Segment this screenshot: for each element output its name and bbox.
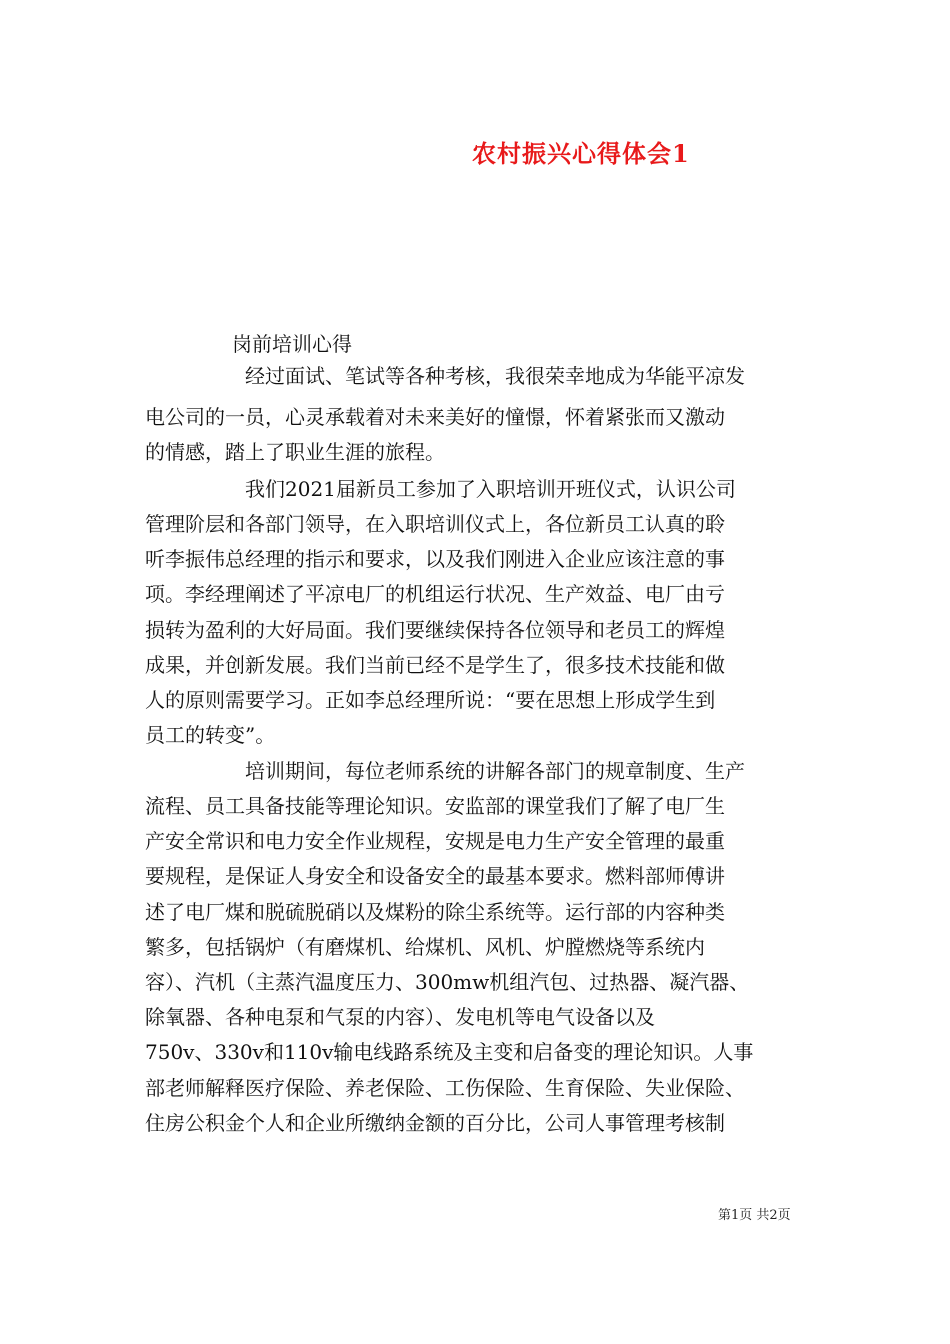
paragraph-line: 项。李经理阐述了平凉电厂的机组运行状况、生产效益、电厂由亏 [145,582,725,606]
paragraph-line: 要规程，是保证人身安全和设备安全的最基本要求。燃料部师傅讲 [145,864,725,888]
paragraph-line: 听李振伟总经理的指示和要求，以及我们刚进入企业应该注意的事 [145,547,725,571]
paragraph-line: 管理阶层和各部门领导，在入职培训仪式上，各位新员工认真的聆 [145,512,725,536]
paragraph-line: 繁多，包括锅炉（有磨煤机、给煤机、风机、炉膛燃烧等系统内 [145,935,705,959]
paragraph-line: 员工的转变”。 [145,723,276,747]
paragraph-line: 培训期间，每位老师系统的讲解各部门的规章制度、生产 [245,759,745,783]
paragraph-line: 的情感，踏上了职业生涯的旅程。 [145,440,445,464]
document-subtitle: 岗前培训心得 [232,332,352,356]
paragraph-line: 损转为盈利的大好局面。我们要继续保持各位领导和老员工的辉煌 [145,618,725,642]
paragraph-line: 人的原则需要学习。正如李总经理所说：“要在思想上形成学生到 [145,688,716,712]
paragraph-line: 电公司的一员，心灵承载着对未来美好的憧憬，怀着紧张而又激动 [145,405,725,429]
paragraph-line: 750v、330v和110v输电线路系统及主变和启备变的理论知识。人事 [145,1040,754,1064]
page-number-footer: 第1页 共2页 [718,1208,791,1223]
paragraph-line: 除氧器、各种电泵和气泵的内容）、发电机等电气设备以及 [145,1005,655,1029]
paragraph-line: 产安全常识和电力安全作业规程，安规是电力生产安全管理的最重 [145,829,725,853]
paragraph-line: 流程、员工具备技能等理论知识。安监部的课堂我们了解了电厂生 [145,794,725,818]
paragraph-line: 容）、汽机（主蒸汽温度压力、300mw机组汽包、过热器、凝汽器、 [145,970,750,994]
paragraph-line: 我们2021届新员工参加了入职培训开班仪式，认识公司 [245,477,736,501]
paragraph-line: 成果，并创新发展。我们当前已经不是学生了，很多技术技能和做 [145,653,725,677]
paragraph-line: 住房公积金个人和企业所缴纳金额的百分比，公司人事管理考核制 [145,1111,725,1135]
document-title: 农村振兴心得体会1 [472,139,690,168]
paragraph-line: 经过面试、笔试等各种考核，我很荣幸地成为华能平凉发 [245,364,745,388]
paragraph-line: 述了电厂煤和脱硫脱硝以及煤粉的除尘系统等。运行部的内容种类 [145,900,725,924]
paragraph-line: 部老师解释医疗保险、养老保险、工伤保险、生育保险、失业保险、 [145,1076,745,1100]
